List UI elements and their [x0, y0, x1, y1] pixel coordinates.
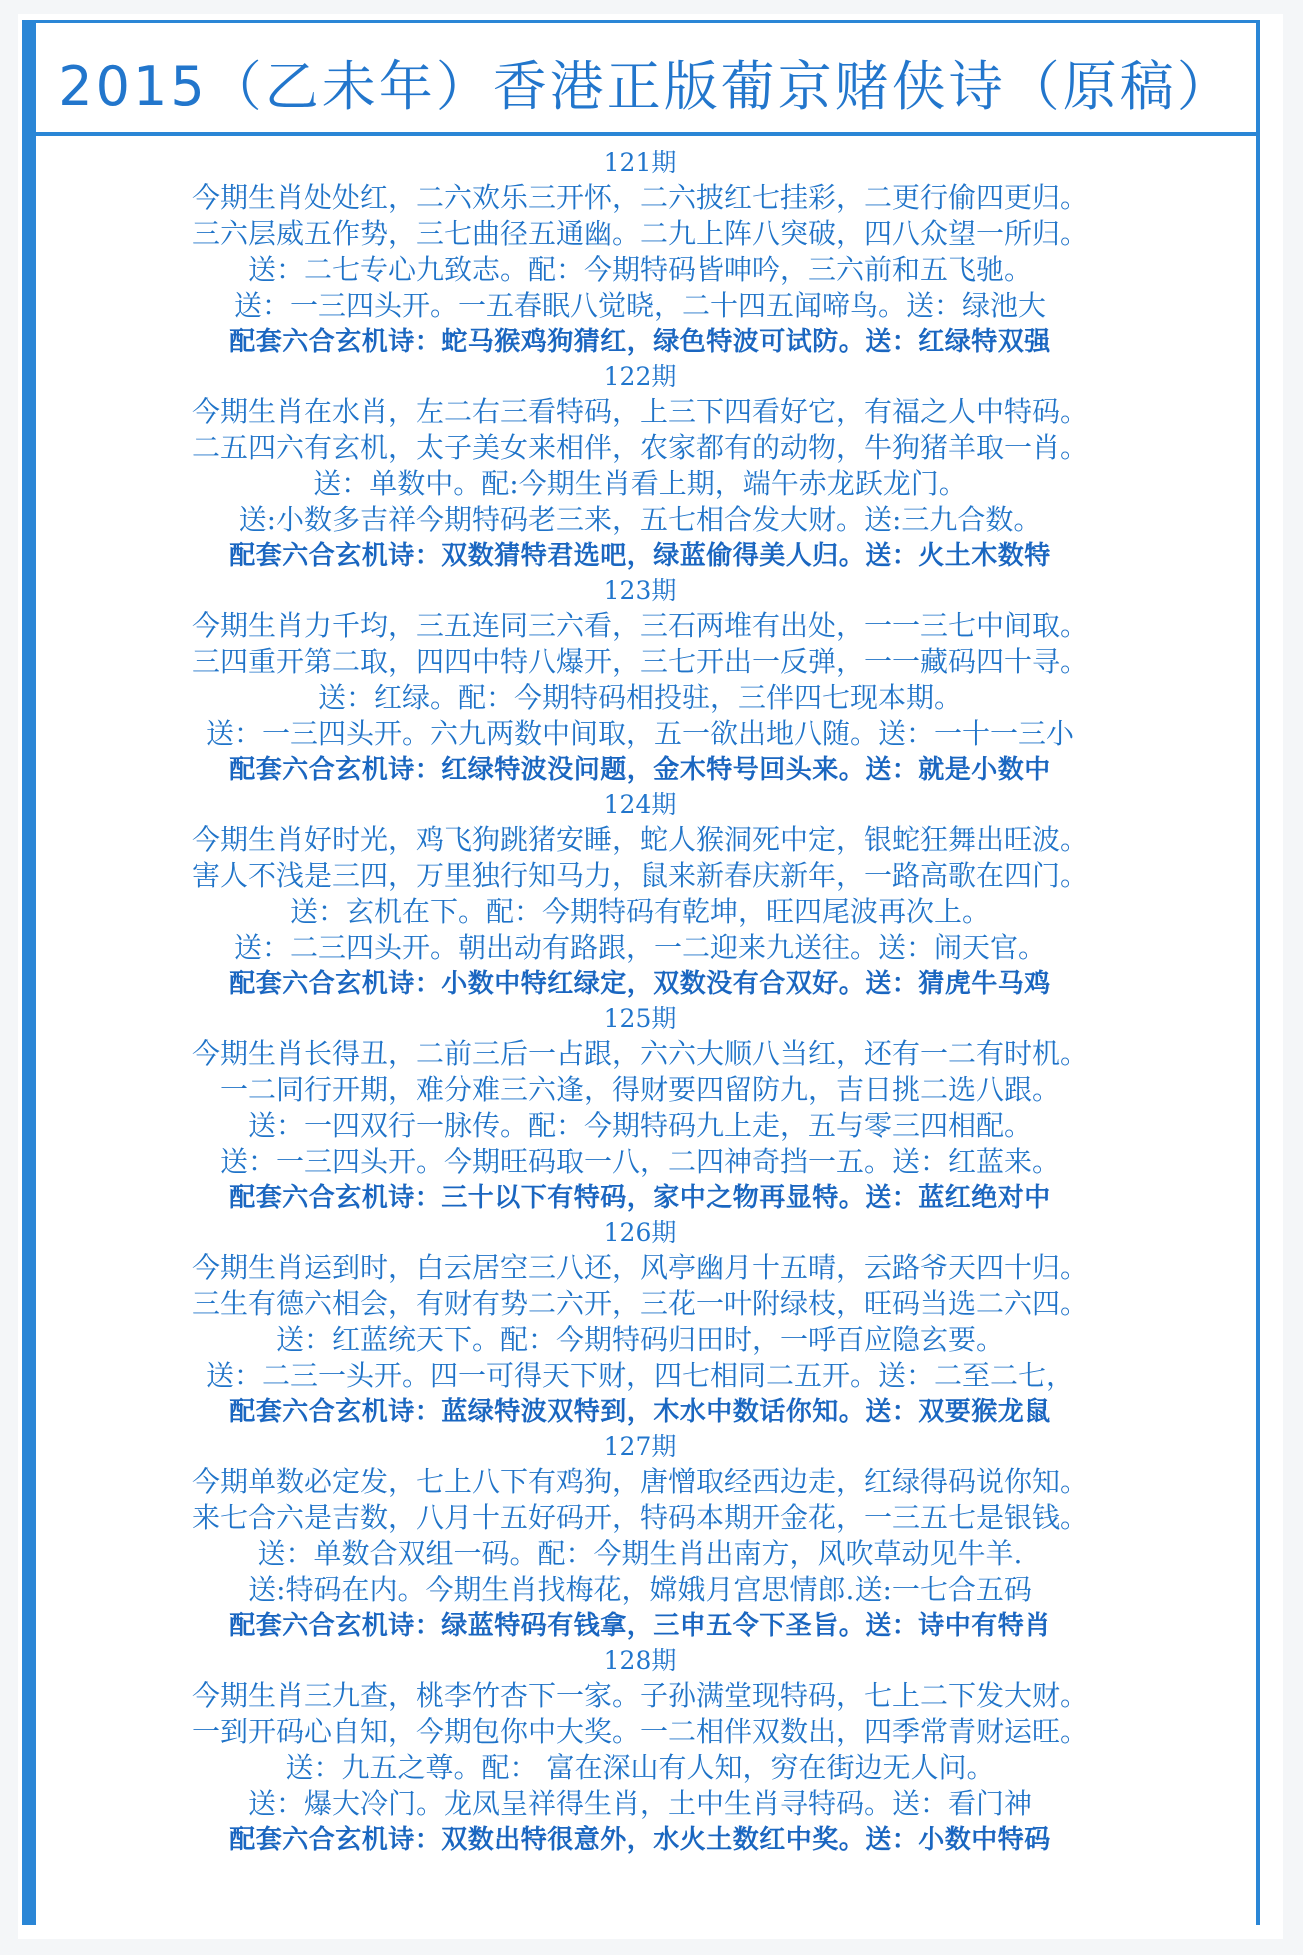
poem-line: 今期生肖处处红，二六欢乐三开怀，二六披红七挂彩，二更行偷四更归。: [191, 181, 1088, 214]
poem-line: 今期生肖三九查，桃李竹杏下一家。子孙满堂现特码，七上二下发大财。: [191, 1679, 1088, 1712]
matching-poem-line: 配套六合玄机诗：蛇马猴鸡狗猜红，绿色特波可试防。送：红绿特双强: [229, 327, 1051, 357]
period-block: [60, 360, 1220, 574]
poem-line: 今期生肖好时光，鸡飞狗跳猪安睡，蛇人猴洞死中定，银蛇狂舞出旺波。: [191, 823, 1088, 856]
poem-line: 送：玄机在下。配：今期特码有乾坤，旺四尾波再次上。: [289, 895, 990, 928]
poem-line: 二五四六有玄机，太子美女来相伴，农家都有的动物，牛狗猪羊取一肖。: [191, 431, 1088, 464]
poem-line: 送：九五之尊。配： 富在深山有人知，穷在街边无人问。: [285, 1751, 995, 1784]
period-block: [60, 146, 1220, 360]
poem-line: 今期生肖力千均，三五连同三六看，三石两堆有出处，一一三七中间取。: [191, 609, 1088, 642]
period-number: 126期: [603, 1218, 677, 1247]
poem-line: 一到开码心自知，今期包你中大奖。一二相伴双数出，四季常青财运旺。: [191, 1715, 1088, 1748]
period-block: [60, 788, 1220, 1002]
poem-line: 送：二三一头开。四一可得天下财，四七相同二五开。送：二至二七，: [205, 1359, 1074, 1392]
poem-line: 送：一四双行一脉传。配：今期特码九上走，五与零三四相配。: [247, 1109, 1032, 1142]
poem-line: 来七合六是吉数，八月十五好码开，特码本期开金花，一三五七是银钱。: [191, 1501, 1088, 1534]
poem-line: 送：一三四头开。今期旺码取一八，二四神奇挡一五。送：红蓝来。: [219, 1145, 1060, 1178]
page-title: 2015（乙未年）香港正版葡京赌侠诗（原稿）: [58, 54, 1234, 118]
period-block: [60, 1216, 1220, 1430]
poem-line: 三四重开第二取，四四中特八爆开，三七开出一反弹，一一藏码四十寻。: [191, 645, 1088, 678]
matching-poem-line: 配套六合玄机诗：绿蓝特码有钱拿，三申五令下圣旨。送：诗中有特肖: [229, 1611, 1051, 1641]
matching-poem-line: 配套六合玄机诗：红绿特波没问题，金木特号回头来。送：就是小数中: [229, 755, 1051, 785]
matching-poem-line: 配套六合玄机诗：小数中特红绿定，双数没有合双好。送：猜虎牛马鸡: [229, 969, 1051, 999]
title-bar: [36, 32, 1256, 136]
poem-line: 今期生肖运到时，白云居空三八还，风亭幽月十五晴，云路爷天四十归。: [191, 1251, 1088, 1284]
matching-poem-line: 配套六合玄机诗：蓝绿特波双特到，木水中数话你知。送：双要猴龙鼠: [229, 1397, 1051, 1427]
period-number: 128期: [603, 1646, 677, 1675]
period-number: 122期: [603, 362, 677, 391]
period-number: 127期: [603, 1432, 677, 1461]
poem-line: 一二同行开期，难分难三六逢，得财要四留防九，吉日挑二选八跟。: [219, 1073, 1060, 1106]
poem-line: 今期生肖长得丑，二前三后一占跟，六六大顺八当红，还有一二有时机。: [191, 1037, 1088, 1070]
period-block: [60, 1430, 1220, 1644]
poem-list: [60, 146, 1220, 1858]
matching-poem-line: 配套六合玄机诗：双数出特很意外，水火土数红中奖。送：小数中特码: [229, 1825, 1051, 1855]
poem-line: 送：爆大冷门。龙凤呈祥得生肖，土中生肖寻特码。送：看门神: [247, 1787, 1032, 1820]
poem-line: 送：一三四头开。六九两数中间取，五一欲出地八随。送：一十一三小: [205, 717, 1074, 750]
period-number: 121期: [603, 148, 677, 177]
matching-poem-line: 配套六合玄机诗：双数猜特君选吧，绿蓝偷得美人归。送：火土木数特: [229, 541, 1051, 571]
period-block: [60, 1002, 1220, 1216]
period-number: 123期: [603, 576, 677, 605]
poem-line: 今期生肖在水肖，左二右三看特码，上三下四看好它，有福之人中特码。: [191, 395, 1088, 428]
poem-line: 三生有德六相会，有财有势二六开，三花一叶附绿枝，旺码当选二六四。: [191, 1287, 1088, 1320]
period-number: 124期: [603, 790, 677, 819]
poem-line: 三六层威五作势，三七曲径五通幽。二九上阵八突破，四八众望一所归。: [191, 217, 1088, 250]
period-number: 125期: [603, 1004, 677, 1033]
poem-line: 害人不浅是三四，万里独行知马力，鼠来新春庆新年，一路高歌在四门。: [191, 859, 1088, 892]
poem-line: 送：红蓝统天下。配：今期特码归田时，一呼百应隐玄要。: [275, 1323, 1004, 1356]
matching-poem-line: 配套六合玄机诗：三十以下有特码，家中之物再显特。送：蓝红绝对中: [229, 1183, 1051, 1213]
poem-line: 送：二三四头开。朝出动有路跟，一二迎来九送往。送：闹天官。: [233, 931, 1046, 964]
poem-line: 送：二七专心九致志。配：今期特码皆呻吟，三六前和五飞驰。: [247, 253, 1032, 286]
poem-line: 送：红绿。配：今期特码相投驻，三伴四七现本期。: [317, 681, 962, 714]
poem-line: 送:特码在内。今期生肖找梅花，嫦娥月宫思情郎.送:一七合五码: [248, 1573, 1032, 1606]
poem-line: 送：一三四头开。一五春眠八觉晓，二十四五闻啼鸟。送：绿池大: [233, 289, 1046, 322]
poem-line: 送:小数多吉祥今期特码老三来，五七相合发大财。送:三九合数。: [238, 503, 1042, 536]
poem-line: 送：单数中。配:今期生肖看上期，端午赤龙跃龙门。: [313, 467, 967, 500]
period-block: [60, 1644, 1220, 1858]
period-block: [60, 574, 1220, 788]
poem-line: 送：单数合双组一码。配：今期生肖出南方，风吹草动见牛羊.: [257, 1537, 1023, 1570]
poem-line: 今期单数必定发，七上八下有鸡狗，唐憎取经西边走，红绿得码说你知。: [191, 1465, 1088, 1498]
